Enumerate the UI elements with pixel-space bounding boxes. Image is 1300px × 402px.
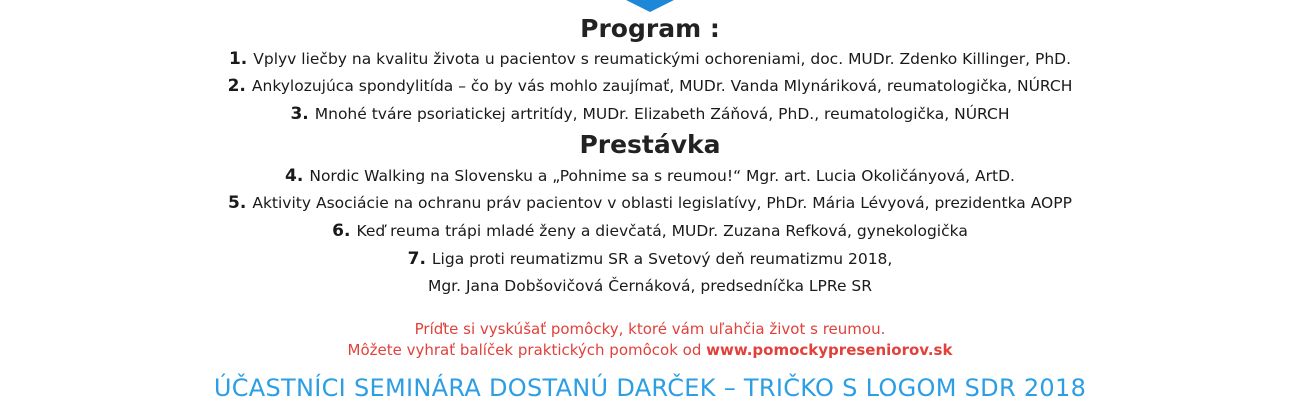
program-item-7 xyxy=(0,249,1300,269)
program-heading: Program : xyxy=(580,14,720,43)
item-text: Ankylozujúca spondylitída – čo by vás mohlo zaujímať, MUDr. Vanda Mlynáriková, reumatologička, NÚRCH xyxy=(251,77,1073,95)
item-number: 5. xyxy=(228,193,247,213)
item-number: 4. xyxy=(285,166,304,186)
gift-banner: ÚČASTNÍCI SEMINÁRA DOSTANÚ DARČEK – TRIČKO S LOGOM SDR 2018 xyxy=(213,374,1087,402)
promo-line-1: Príďte si vyskúšať pomôcky, ktoré vám uľahčia život s reumou. xyxy=(414,320,886,338)
item-number: 2. xyxy=(227,76,246,96)
promo-text: Môžete vyhrať balíček praktických pomôcok od xyxy=(347,341,707,359)
program-item-5 xyxy=(0,193,1300,213)
item-number: 1. xyxy=(228,49,248,69)
program-item-6 xyxy=(0,221,1300,241)
program-item-7-speaker: Mgr. Jana Dobšovičová Černáková, predsedníčka LPRe SR xyxy=(427,277,873,295)
break-heading: Prestávka xyxy=(579,130,721,159)
promo-link[interactable]: www.pomockypreseniorov.sk xyxy=(706,341,953,359)
item-number: 7. xyxy=(407,249,426,269)
program-item-4 xyxy=(0,166,1300,186)
item-text: Keď reuma trápi mladé ženy a dievčatá, MUDr. Zuzana Refková, gynekologička xyxy=(356,222,968,240)
down-arrow-icon xyxy=(626,0,674,12)
item-number: 3. xyxy=(290,104,309,124)
item-text: Nordic Walking na Slovensku a „Pohnime sa s reumou!“ Mgr. art. Lucia Okoličányová, ArtD. xyxy=(309,167,1015,185)
item-text: Vplyv liečby na kvalitu života u pacientov s reumatickými ochoreniami, doc. MUDr. Zdenko Killinger, PhD. xyxy=(253,50,1072,68)
program-item-1 xyxy=(0,49,1300,69)
item-text: Mnohé tváre psoriatickej artritídy, MUDr. Elizabeth Záňová, PhD., reumatologička, NÚRCH xyxy=(314,105,1010,123)
item-text: Aktivity Asociácie na ochranu práv pacientov v oblasti legislatívy, PhDr. Mária Lévyová, prezidentka AOPP xyxy=(252,194,1072,212)
promo-line-2 xyxy=(0,341,1300,359)
item-text: Liga proti reumatizmu SR a Svetový deň reumatizmu 2018, xyxy=(431,250,893,268)
item-number: 6. xyxy=(332,221,351,241)
program-item-3 xyxy=(0,104,1300,124)
program-item-2 xyxy=(0,76,1300,96)
